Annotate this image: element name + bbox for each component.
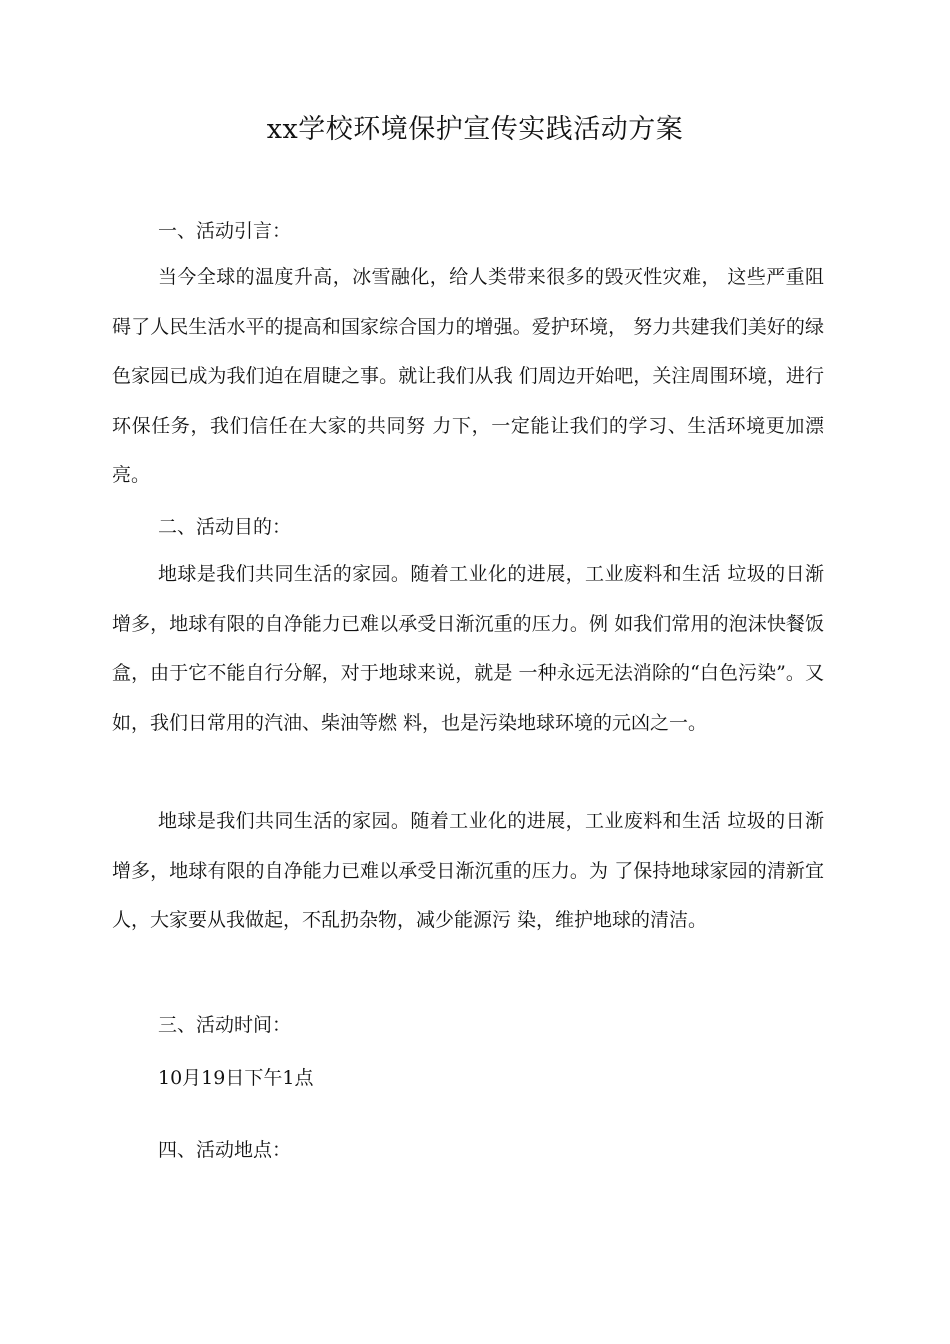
- section-heading-purpose: 二、活动目的：: [158, 516, 292, 538]
- section-heading-introduction: 一、活动引言：: [158, 220, 292, 242]
- paragraph-introduction: 当今全球的温度升高，冰雪融化，给人类带来很多的毁灭性灾难， 这些严重阻碍了人民生活水平的提高和国家综合国力的增强。爱护环境， 努力共建我们美好的绿色家园已成为我们迫在眉睫之事。就让我们从我 们周边开始吧，关注周围环境，进行环保任务，我们信任在大家的共同努 力下，一定能让我们的学习、生活环境更加漂亮。: [112, 266, 824, 486]
- paragraph-purpose-2: 地球是我们共同生活的家园。随着工业化的进展，工业废料和生活 垃圾的日渐增多，地球有限的自净能力已难以承受日渐沉重的压力。为 了保持地球家园的清新宜人，大家要从我做起，不乱扔杂物，减少能源污 染，维护地球的清洁。: [112, 810, 824, 931]
- activity-time-value: 10月19日下午1点: [158, 1067, 314, 1089]
- section-heading-location: 四、活动地点：: [158, 1139, 292, 1161]
- section-heading-time: 三、活动时间：: [158, 1014, 292, 1036]
- paragraph-purpose-1: 地球是我们共同生活的家园。随着工业化的进展，工业废料和生活 垃圾的日渐增多，地球有限的自净能力已难以承受日渐沉重的压力。例 如我们常用的泡沫快餐饭盒，由于它不能自行分解，对于地球来说，就是 一种永远无法消除的“白色污染”。又如，我们日常用的汽油、柴油等燃 料，也是污染地球环境的元凶之一。: [112, 563, 824, 734]
- document-title: xx学校环境保护宣传实践活动方案: [266, 114, 684, 145]
